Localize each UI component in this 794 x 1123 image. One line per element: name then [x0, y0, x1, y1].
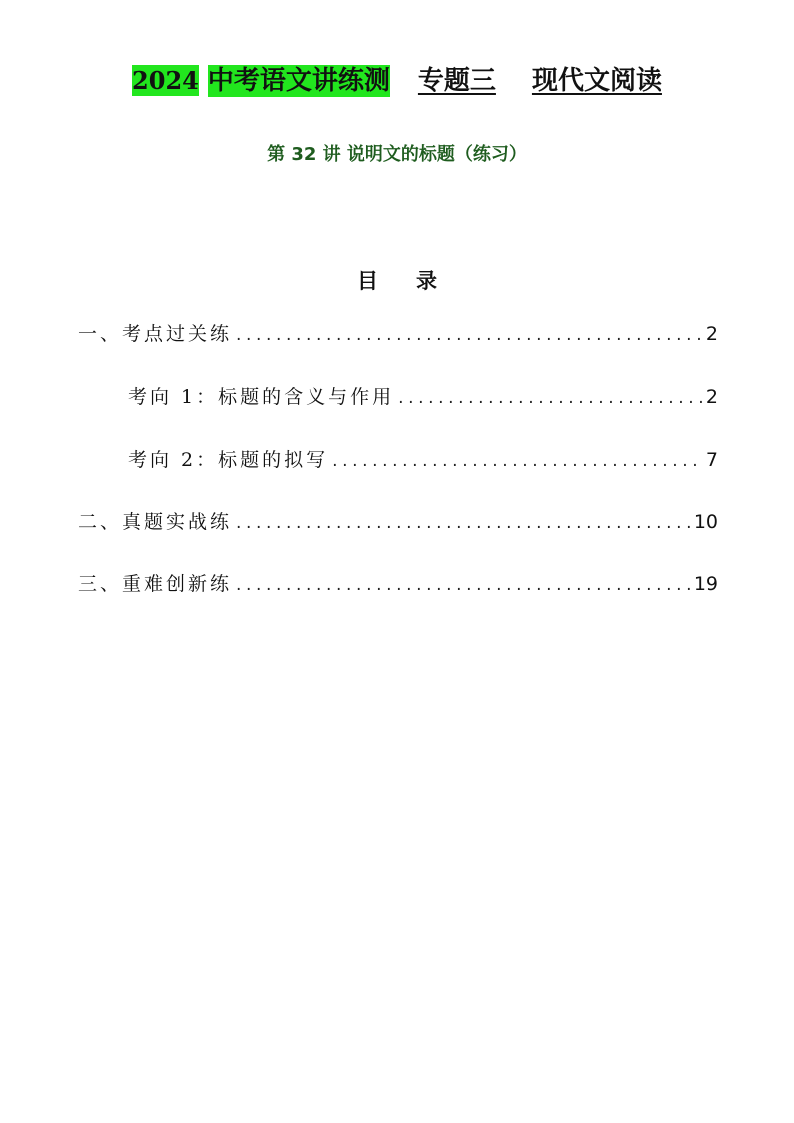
- toc-entry-subsection-2[interactable]: [128, 446, 718, 475]
- title-unit: 现代文阅读: [531, 66, 662, 96]
- toc-entry-label: 二、真题实战练: [78, 511, 233, 533]
- title-series: 中考语文讲练测: [207, 66, 390, 96]
- toc-entry-page: 2: [705, 323, 718, 345]
- title-topic: 专题三: [417, 66, 496, 96]
- toc-leader-dots: [398, 384, 702, 412]
- toc-entry-subsection-1[interactable]: [128, 383, 718, 412]
- toc-leader-dots: [332, 447, 702, 475]
- toc-entry-section-3[interactable]: [78, 570, 718, 599]
- toc-entry-page: 2: [705, 386, 718, 408]
- toc-leader-dots: [236, 571, 690, 599]
- document-title: [0, 62, 794, 100]
- toc-leader-dots: [236, 321, 702, 349]
- lesson-subtitle: 第 32 讲 说明文的标题（练习）: [267, 144, 527, 165]
- toc-entry-label: 三、重难创新练: [78, 573, 233, 595]
- toc-entry-label: 一、考点过关练: [78, 323, 233, 345]
- toc-heading: 目录: [357, 269, 475, 293]
- toc-entry-section-1[interactable]: [78, 320, 718, 349]
- toc-entry-label: 考向 2：标题的拟写: [128, 449, 329, 471]
- toc-entry-page: 10: [693, 511, 718, 533]
- toc-entry-page: 7: [705, 449, 718, 471]
- toc-entry-label: 考向 1：标题的含义与作用: [128, 386, 395, 408]
- title-year: 2024: [132, 66, 199, 95]
- toc-entry-section-2[interactable]: [78, 508, 718, 537]
- toc-leader-dots: [236, 509, 690, 537]
- toc-entry-page: 19: [693, 573, 718, 595]
